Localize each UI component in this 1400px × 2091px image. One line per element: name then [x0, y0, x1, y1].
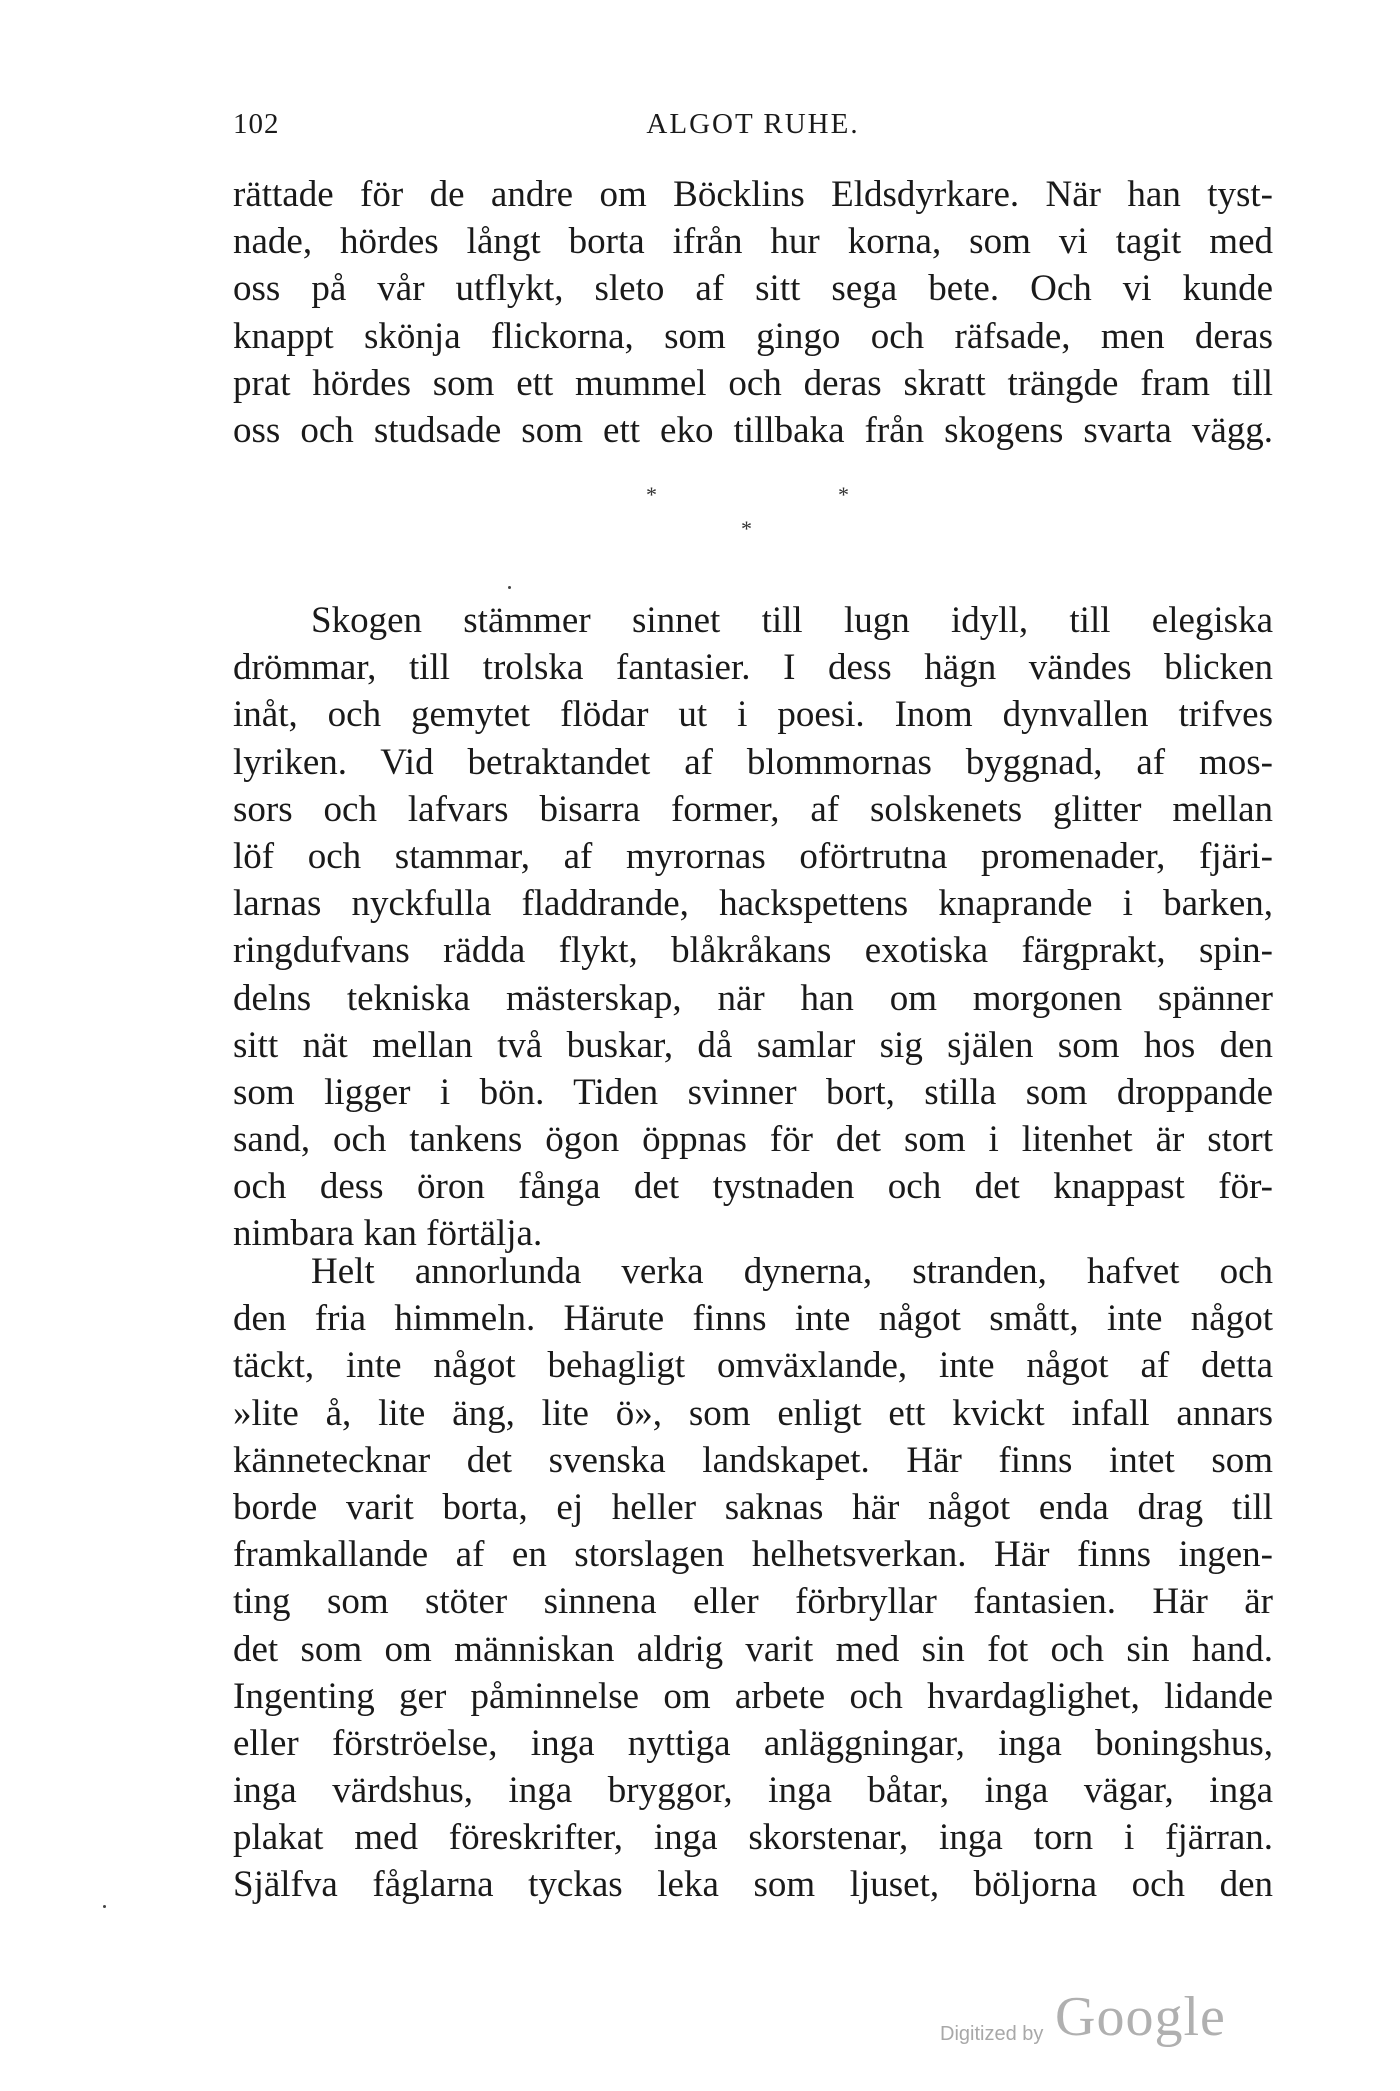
text-line: Skogen stämmer sinnet till lugn idyll, till elegiska [311, 600, 1273, 641]
text-line: sors och lafvars bisarra former, af solskenets glitter mellan [233, 788, 1273, 830]
text-line: larnas nyckfulla fladdrande, hackspettens knaprande i barken, [233, 883, 1273, 925]
paragraph-3 [233, 1248, 1273, 1909]
text-line: oss och studsade som ett eko tillbaka från skogens svarta vägg. [233, 409, 1273, 451]
asterism-star: * [741, 516, 752, 541]
print-speck [508, 586, 511, 589]
text-line: Ingenting ger påminnelse om arbete och hvardaglighet, lidande [233, 1675, 1273, 1717]
text-line: inga värdshus, inga bryggor, inga båtar, inga vägar, inga [233, 1770, 1273, 1812]
asterism-star: * [646, 482, 657, 507]
text-line: knappt skönja flickorna, som gingo och räfsade, men deras [233, 315, 1273, 357]
paragraph-2 [233, 597, 1273, 1258]
book-page [233, 0, 1273, 2091]
page-number: 102 [233, 108, 280, 140]
text-line: lyriken. Vid betraktandet af blommornas byggnad, af mos- [233, 741, 1273, 783]
text-line: ringdufvans rädda flykt, blåkråkans exotiska färgprakt, spin- [233, 930, 1273, 972]
text-line: eller förströelse, inga nyttiga anläggningar, inga boningshus, [233, 1722, 1273, 1764]
text-line: som ligger i bön. Tiden svinner bort, stilla som droppande [233, 1071, 1273, 1113]
text-line: det som om människan aldrig varit med sin fot och sin hand. [233, 1628, 1273, 1670]
asterism-star: * [838, 482, 849, 507]
text-line: rättade för de andre om Böcklins Eldsdyrkare. När han tyst- [233, 174, 1273, 215]
paragraph-1 [233, 171, 1273, 454]
running-title: ALGOT RUHE. [646, 108, 860, 140]
text-line: kännetecknar det svenska landskapet. Här finns intet som [233, 1439, 1273, 1481]
digitized-by-label: Digitized by [940, 2023, 1044, 2045]
text-line: borde varit borta, ej heller saknas här något enda drag till [233, 1486, 1273, 1528]
text-line: och dess öron fånga det tystnaden och det knappast för- [233, 1166, 1273, 1208]
text-line: sitt nät mellan två buskar, då samlar sig själen som hos den [233, 1024, 1273, 1066]
text-line: delns tekniska mästerskap, när han om morgonen spänner [233, 977, 1273, 1019]
google-logo: Google [1055, 1986, 1226, 2048]
running-head [233, 108, 1273, 148]
text-line: Själfva fåglarna tyckas leka som ljuset, böljorna och den [233, 1864, 1273, 1906]
asterism-section-break [233, 482, 1273, 542]
text-line: den fria himmeln. Härute finns inte något smått, inte något [233, 1298, 1273, 1340]
text-line: nade, hördes långt borta ifrån hur korna, som vi tagit med [233, 221, 1273, 263]
print-speck [103, 1905, 106, 1908]
text-line: oss på vår utflykt, sleto af sitt sega bete. Och vi kunde [233, 268, 1273, 310]
text-line: plakat med föreskrifter, inga skorstenar, inga torn i fjärran. [233, 1817, 1273, 1859]
text-line: sand, och tankens ögon öppnas för det som i litenhet är stort [233, 1119, 1273, 1161]
text-line: täckt, inte något behagligt omväxlande, inte något af detta [233, 1345, 1273, 1387]
text-line: prat hördes som ett mummel och deras skratt trängde fram till [233, 362, 1273, 404]
text-line: nimbara kan förtälja. [233, 1213, 543, 1255]
text-line: »lite å, lite äng, lite ö», som enligt ett kvickt infall annars [233, 1392, 1273, 1434]
text-line: framkallande af en storslagen helhetsverkan. Här finns ingen- [233, 1534, 1273, 1576]
text-line: löf och stammar, af myrornas oförtrutna promenader, fjäri- [233, 835, 1273, 877]
digitized-watermark [940, 1985, 1240, 2065]
text-line: Helt annorlunda verka dynerna, stranden, hafvet och [311, 1251, 1273, 1292]
text-line: drömmar, till trolska fantasier. I dess hägn vändes blicken [233, 647, 1273, 689]
text-line: ting som stöter sinnena eller förbryllar fantasien. Här är [233, 1581, 1273, 1623]
text-line: inåt, och gemytet flödar ut i poesi. Inom dynvallen trifves [233, 694, 1273, 736]
